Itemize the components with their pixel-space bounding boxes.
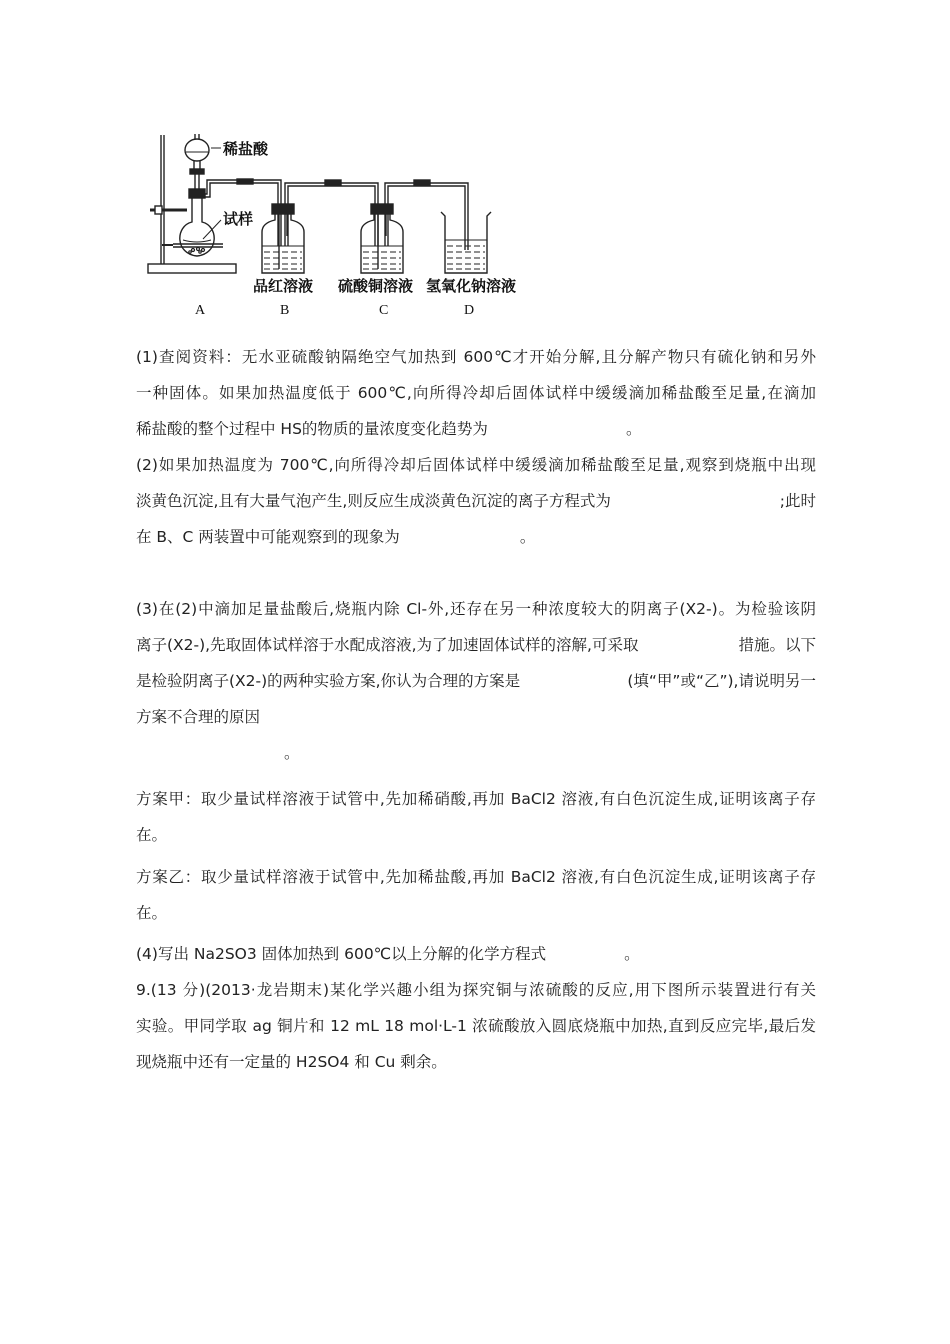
plan-b-line-1: 方案乙：取少量试样溶液于试管中,先加稀盐酸,再加 BaCl2 溶液,有白色沉淀生成,证明该离子存 xyxy=(136,868,816,886)
label-sample: 试样 xyxy=(223,210,254,228)
label-sodium-hydroxide-solution: 氢氧化钠溶液 xyxy=(426,277,517,295)
label-dilute-hcl: 稀盐酸 xyxy=(223,140,269,158)
question-1 xyxy=(136,339,816,447)
question-3 xyxy=(136,591,816,771)
q2-line-2-end: ;此时 xyxy=(779,492,816,510)
round-bottom-flask xyxy=(180,189,214,256)
q2-end: 。 xyxy=(519,528,536,546)
beaker-d xyxy=(441,212,491,273)
q3-line-3-text: 是检验阴离子(X2-)的两种实验方案,你认为合理的方案是 xyxy=(136,672,521,690)
q4-end: 。 xyxy=(624,945,640,963)
q2-line-2-text: 淡黄色沉淀,且有大量气泡产生,则反应生成淡黄色沉淀的离子方程式为 xyxy=(136,492,611,510)
q3-end: 。 xyxy=(284,744,300,762)
q3-line-5 xyxy=(136,735,816,771)
question-4 xyxy=(136,936,816,972)
q2-line-3-text: 在 B、C 两装置中可能观察到的现象为 xyxy=(136,528,400,546)
letter-d: D xyxy=(464,303,475,318)
sample-solid xyxy=(189,248,205,254)
q1-end: 。 xyxy=(625,420,642,438)
q3-line-2-end: 措施。以下 xyxy=(738,636,816,654)
label-magenta-solution: 品红溶液 xyxy=(253,277,314,295)
q1-line-2: 一种固体。如果加热温度低于 600℃,向所得冷却后固体试样中缓缓滴加稀盐酸至足量,在滴加 xyxy=(136,384,816,402)
q4-line-1 xyxy=(136,936,816,972)
letter-b: B xyxy=(280,303,290,318)
apparatus-diagram xyxy=(145,128,535,323)
q3-line-2-text: 离子(X2-),先取固体试样溶于水配成溶液,为了加速固体试样的溶解,可采取 xyxy=(136,636,639,654)
q3-line-4: 方案不合理的原因 xyxy=(136,708,261,726)
letter-a: A xyxy=(195,303,206,318)
plan-a xyxy=(136,781,816,853)
q3-line-1: (3)在(2)中滴加足量盐酸后,烧瓶内除 Cl-外,还存在另一种浓度较大的阴离子(X2-)。为检验该阴 xyxy=(136,600,816,618)
q1-line-3 xyxy=(136,411,816,447)
plan-b-line-2: 在。 xyxy=(136,904,168,922)
q1-line-1: (1)查阅资料：无水亚硫酸钠隔绝空气加热到 600℃才开始分解,且分解产物只有硫化钠和另外 xyxy=(136,348,816,366)
q3-line-2 xyxy=(136,627,816,663)
plan-a-line-2: 在。 xyxy=(136,826,168,844)
bottle-b xyxy=(262,204,304,273)
q9-line-3: 现烧瓶中还有一定量的 H2SO4 和 Cu 剩余。 xyxy=(136,1053,447,1071)
bottle-c xyxy=(361,204,403,273)
letter-c: C xyxy=(379,303,389,318)
q3-line-3 xyxy=(136,663,816,699)
label-copper-sulfate-solution: 硫酸铜溶液 xyxy=(338,277,414,295)
q3-line-3-end: (填“甲”或“乙”),请说明另一 xyxy=(627,672,816,690)
question-9 xyxy=(136,972,816,1080)
plan-a-line-1: 方案甲：取少量试样溶液于试管中,先加稀硝酸,再加 BaCl2 溶液,有白色沉淀生成,证明该离子存 xyxy=(136,790,816,808)
q2-line-3 xyxy=(136,519,816,555)
q2-line-2 xyxy=(136,483,816,519)
q9-line-1: 9.(13 分)(2013·龙岩期末)某化学兴趣小组为探究铜与浓硫酸的反应,用下图所示装置进行有关 xyxy=(136,981,816,999)
q2-line-1: (2)如果加热温度为 700℃,向所得冷却后固体试样中缓缓滴加稀盐酸至足量,观察到烧瓶中出现 xyxy=(136,456,816,474)
plan-b xyxy=(136,859,816,931)
q9-line-2: 实验。甲同学取 ag 铜片和 12 mL 18 mol·L-1 浓硫酸放入圆底烧瓶中加热,直到反应完毕,最后发 xyxy=(136,1017,816,1035)
question-2 xyxy=(136,447,816,555)
q1-line-3-text: 稀盐酸的整个过程中 HS的物质的量浓度变化趋势为 xyxy=(136,420,488,438)
q4-line-1-text: (4)写出 Na2SO3 固体加热到 600℃以上分解的化学方程式 xyxy=(136,945,547,963)
